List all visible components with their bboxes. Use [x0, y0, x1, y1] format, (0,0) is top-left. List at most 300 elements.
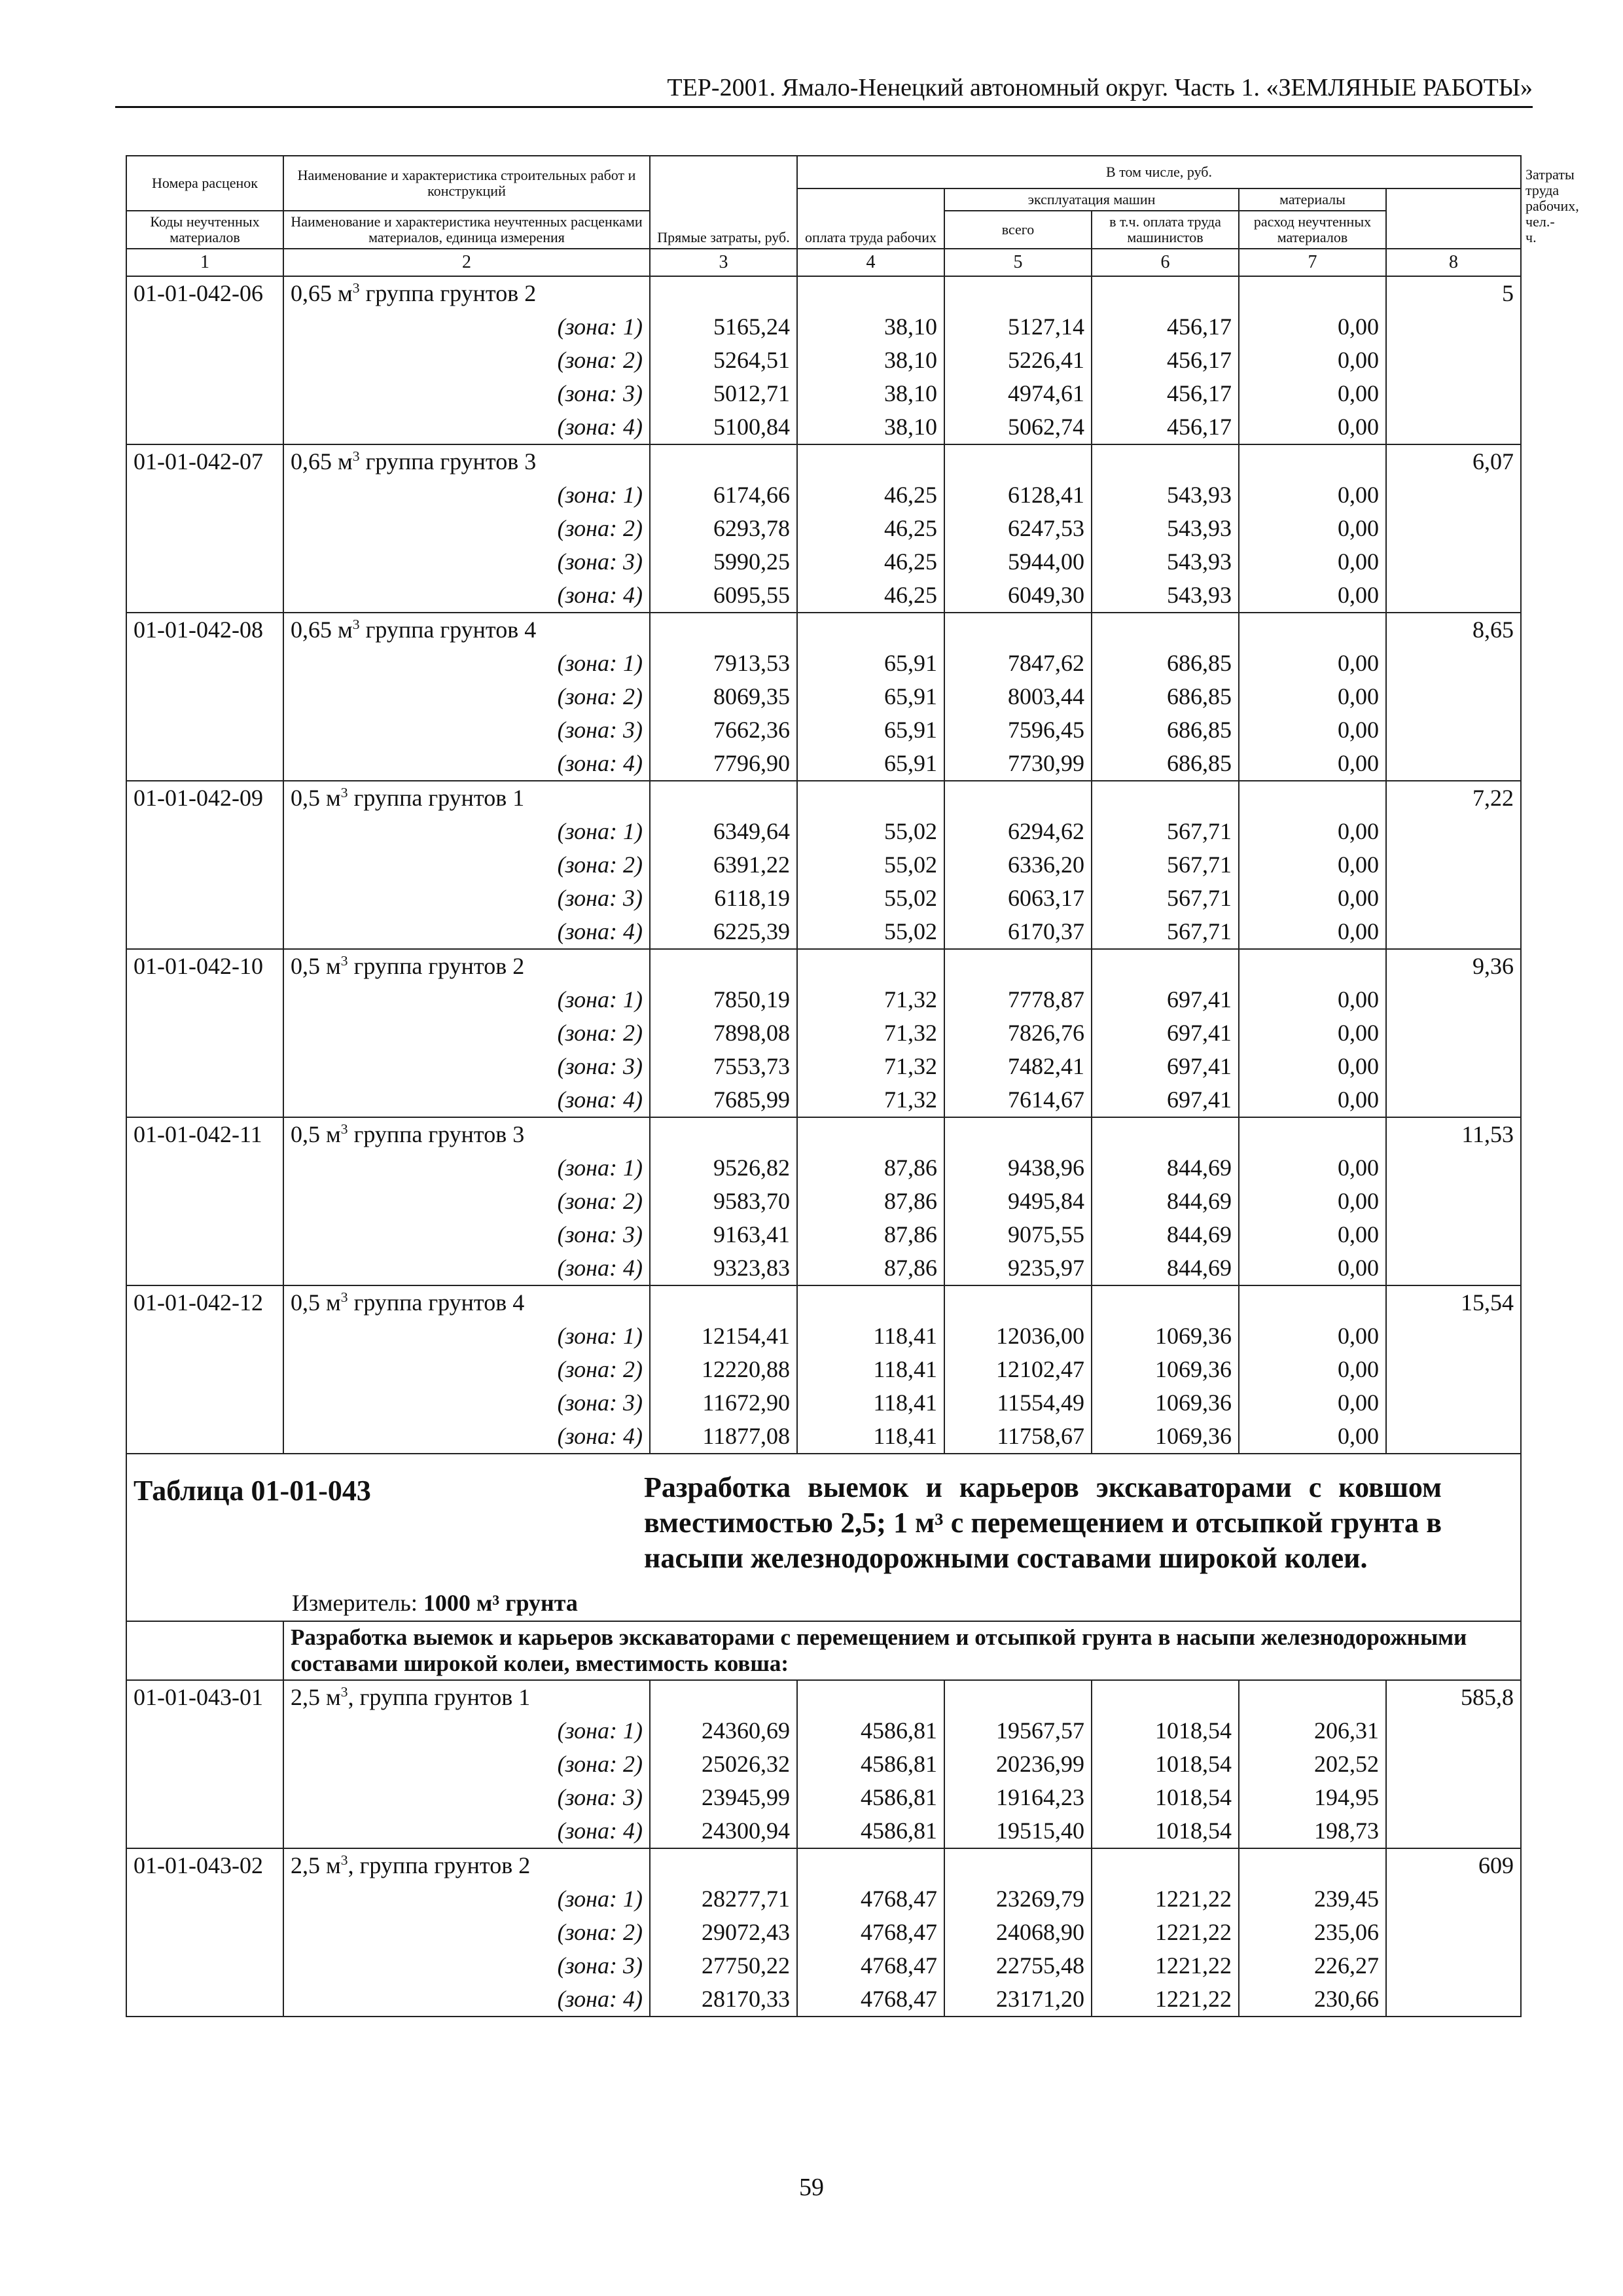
zone-label: (зона: 1)	[283, 815, 650, 848]
col-naimen: Наименование и характеристика строительных работ и конструкций	[283, 156, 650, 211]
direct-cost: 6349,64	[650, 815, 797, 848]
machinist-pay: 697,41	[1092, 983, 1239, 1016]
zone-label: (зона: 3)	[283, 1386, 650, 1420]
direct-cost: 6118,19	[650, 882, 797, 915]
zone-label: (зона: 1)	[283, 1882, 650, 1916]
rate-code: 01-01-043-02	[126, 1848, 283, 1882]
worker-pay: 65,91	[797, 647, 944, 680]
machinist-pay: 844,69	[1092, 1251, 1239, 1285]
worker-pay: 87,86	[797, 1218, 944, 1251]
header-text: ТЕР-2001. Ямало-Ненецкий автономный округ. Часть 1. «ЗЕМЛЯНЫЕ РАБОТЫ»	[667, 74, 1533, 101]
direct-cost: 25026,32	[650, 1748, 797, 1781]
rate-code: 01-01-042-07	[126, 444, 283, 478]
machinist-pay: 456,17	[1092, 310, 1239, 344]
machines-total: 23171,20	[944, 1982, 1092, 2017]
col-naimen2: Наименование и характеристика неучтенных расценками материалов, единица измерения	[283, 211, 650, 249]
zone-row	[126, 1814, 1521, 1848]
zone-label: (зона: 2)	[283, 344, 650, 377]
rate-code: 01-01-042-08	[126, 613, 283, 647]
machines-total: 23269,79	[944, 1882, 1092, 1916]
worker-pay: 4586,81	[797, 1781, 944, 1814]
machines-total: 6063,17	[944, 882, 1092, 915]
zone-label: (зона: 3)	[283, 1050, 650, 1083]
zone-label: (зона: 1)	[283, 1151, 650, 1185]
zone-row	[126, 1319, 1521, 1353]
machines-total: 7614,67	[944, 1083, 1092, 1117]
worker-pay: 118,41	[797, 1386, 944, 1420]
machines-total: 7482,41	[944, 1050, 1092, 1083]
worker-pay: 46,25	[797, 478, 944, 512]
direct-cost: 5990,25	[650, 545, 797, 579]
table-body-042	[126, 276, 1521, 1454]
direct-cost: 7913,53	[650, 647, 797, 680]
rate-code: 01-01-042-11	[126, 1117, 283, 1151]
machinist-pay: 1221,22	[1092, 1882, 1239, 1916]
materials: 0,00	[1239, 1319, 1386, 1353]
machinist-pay: 456,17	[1092, 377, 1239, 410]
zone-row	[126, 1420, 1521, 1454]
zone-row	[126, 1982, 1521, 2017]
zone-label: (зона: 2)	[283, 1185, 650, 1218]
direct-cost: 6391,22	[650, 848, 797, 882]
machinist-pay: 567,71	[1092, 882, 1239, 915]
rate-header-row	[126, 1285, 1521, 1319]
machinist-pay: 1018,54	[1092, 1814, 1239, 1848]
direct-cost: 8069,35	[650, 680, 797, 713]
machinist-pay: 844,69	[1092, 1185, 1239, 1218]
zone-row	[126, 1185, 1521, 1218]
zone-label: (зона: 4)	[283, 579, 650, 613]
direct-cost: 7553,73	[650, 1050, 797, 1083]
worker-pay: 71,32	[797, 1016, 944, 1050]
worker-pay: 55,02	[797, 915, 944, 949]
machinist-pay: 567,71	[1092, 815, 1239, 848]
zone-label: (зона: 3)	[283, 713, 650, 747]
rate-description: 0,5 $м^3$ группа грунтов 1	[283, 781, 650, 815]
worker-pay: 4768,47	[797, 1949, 944, 1982]
machines-total: 9235,97	[944, 1251, 1092, 1285]
rate-header-row	[126, 613, 1521, 647]
direct-cost: 9526,82	[650, 1151, 797, 1185]
zone-row	[126, 1949, 1521, 1982]
zone-row	[126, 983, 1521, 1016]
machinist-pay: 844,69	[1092, 1218, 1239, 1251]
machines-total: 5127,14	[944, 310, 1092, 344]
rate-description: 2,5 $м^3$, группа грунтов 1	[283, 1680, 650, 1714]
worker-pay: 38,10	[797, 344, 944, 377]
machines-total: 11758,67	[944, 1420, 1092, 1454]
worker-pay: 4586,81	[797, 1748, 944, 1781]
zone-row	[126, 1016, 1521, 1050]
table-number: Таблица 01-01-043	[134, 1475, 371, 1507]
worker-pay: 65,91	[797, 680, 944, 713]
zone-label: (зона: 2)	[283, 512, 650, 545]
zone-row	[126, 1218, 1521, 1251]
rate-header-row	[126, 444, 1521, 478]
machinist-pay: 686,85	[1092, 713, 1239, 747]
zone-row	[126, 1781, 1521, 1814]
zone-label: (зона: 4)	[283, 1982, 650, 2017]
direct-cost: 24360,69	[650, 1714, 797, 1748]
materials: 0,00	[1239, 848, 1386, 882]
worker-pay: 4768,47	[797, 1916, 944, 1949]
rate-description: 0,65 $м^3$ группа грунтов 2	[283, 276, 650, 310]
zone-row	[126, 1151, 1521, 1185]
zone-row	[126, 1050, 1521, 1083]
zone-label: (зона: 4)	[283, 1251, 650, 1285]
worker-pay: 118,41	[797, 1353, 944, 1386]
machinist-pay: 567,71	[1092, 848, 1239, 882]
col-oplata: оплата труда рабочих	[797, 188, 944, 249]
table-body-043	[126, 1680, 1521, 2017]
col-rashod: расход неучтенных материалов	[1239, 211, 1386, 249]
machines-total: 9438,96	[944, 1151, 1092, 1185]
worker-pay: 65,91	[797, 713, 944, 747]
worker-pay: 87,86	[797, 1251, 944, 1285]
zone-row	[126, 1916, 1521, 1949]
direct-cost: 6293,78	[650, 512, 797, 545]
materials: 0,00	[1239, 310, 1386, 344]
col-mater: материалы	[1239, 188, 1386, 211]
worker-pay: 55,02	[797, 882, 944, 915]
zone-row	[126, 815, 1521, 848]
col-vtch: в т.ч. оплата труда машинистов	[1092, 211, 1239, 249]
direct-cost: 9323,83	[650, 1251, 797, 1285]
zone-row	[126, 545, 1521, 579]
zone-label: (зона: 3)	[283, 377, 650, 410]
rates-table	[126, 155, 1579, 2017]
materials: 0,00	[1239, 377, 1386, 410]
machinist-pay: 543,93	[1092, 512, 1239, 545]
zone-row	[126, 1083, 1521, 1117]
materials: 0,00	[1239, 1218, 1386, 1251]
col-vtom: В том числе, руб.	[797, 156, 1521, 188]
worker-pay: 55,02	[797, 848, 944, 882]
worker-pay: 46,25	[797, 545, 944, 579]
rate-description: 0,5 $м^3$ группа грунтов 2	[283, 949, 650, 983]
worker-pay: 87,86	[797, 1151, 944, 1185]
machines-total: 19164,23	[944, 1781, 1092, 1814]
direct-cost: 28170,33	[650, 1982, 797, 2017]
zone-label: (зона: 1)	[283, 310, 650, 344]
machinist-pay: 1221,22	[1092, 1982, 1239, 2017]
zone-row	[126, 713, 1521, 747]
machinist-pay: 686,85	[1092, 647, 1239, 680]
col-nomera: Номера расценок	[126, 156, 283, 211]
materials: 0,00	[1239, 512, 1386, 545]
worker-pay: 55,02	[797, 815, 944, 848]
rate-code: 01-01-043-01	[126, 1680, 283, 1714]
machinist-pay: 1018,54	[1092, 1714, 1239, 1748]
table-043-heading	[126, 1454, 1521, 1680]
machinist-pay: 1221,22	[1092, 1916, 1239, 1949]
machines-total: 4974,61	[944, 377, 1092, 410]
machinist-pay: 697,41	[1092, 1050, 1239, 1083]
zone-label: (зона: 1)	[283, 478, 650, 512]
labor-cost: 15,54	[1386, 1285, 1521, 1319]
unit-line	[127, 1588, 1520, 1618]
worker-pay: 87,86	[797, 1185, 944, 1218]
zone-label: (зона: 2)	[283, 680, 650, 713]
machines-total: 22755,48	[944, 1949, 1092, 1982]
materials: 202,52	[1239, 1748, 1386, 1781]
zone-label: (зона: 4)	[283, 410, 650, 444]
direct-cost: 5012,71	[650, 377, 797, 410]
labor-cost: 7,22	[1386, 781, 1521, 815]
materials: 0,00	[1239, 1420, 1386, 1454]
worker-pay: 71,32	[797, 1083, 944, 1117]
machinist-pay: 697,41	[1092, 1016, 1239, 1050]
zone-row	[126, 680, 1521, 713]
column-numbers: 1 2 3 4 5 6 7 8	[126, 249, 1521, 276]
zone-row	[126, 915, 1521, 949]
worker-pay: 4768,47	[797, 1882, 944, 1916]
worker-pay: 65,91	[797, 747, 944, 781]
worker-pay: 71,32	[797, 983, 944, 1016]
direct-cost: 7898,08	[650, 1016, 797, 1050]
materials: 0,00	[1239, 983, 1386, 1016]
machines-total: 12036,00	[944, 1319, 1092, 1353]
rate-header-row	[126, 1848, 1521, 1882]
materials: 230,66	[1239, 1982, 1386, 2017]
materials: 0,00	[1239, 1016, 1386, 1050]
direct-cost: 6225,39	[650, 915, 797, 949]
materials: 0,00	[1239, 915, 1386, 949]
zone-label: (зона: 2)	[283, 1016, 650, 1050]
zone-label: (зона: 4)	[283, 1083, 650, 1117]
machines-total: 9495,84	[944, 1185, 1092, 1218]
direct-cost: 12154,41	[650, 1319, 797, 1353]
direct-cost: 7796,90	[650, 747, 797, 781]
machinist-pay: 1069,36	[1092, 1420, 1239, 1454]
zone-label: (зона: 1)	[283, 1319, 650, 1353]
zone-row	[126, 478, 1521, 512]
machines-total: 7778,87	[944, 983, 1092, 1016]
worker-pay: 38,10	[797, 377, 944, 410]
worker-pay: 38,10	[797, 410, 944, 444]
worker-pay: 4586,81	[797, 1814, 944, 1848]
zone-row	[126, 848, 1521, 882]
direct-cost: 5100,84	[650, 410, 797, 444]
zone-label: (зона: 1)	[283, 1714, 650, 1748]
machinist-pay: 686,85	[1092, 747, 1239, 781]
machines-total: 7826,76	[944, 1016, 1092, 1050]
zone-label: (зона: 3)	[283, 882, 650, 915]
zone-row	[126, 1714, 1521, 1748]
direct-cost: 11877,08	[650, 1420, 797, 1454]
rate-header-row	[126, 276, 1521, 310]
zone-label: (зона: 2)	[283, 1748, 650, 1781]
zone-label: (зона: 3)	[283, 1218, 650, 1251]
materials: 0,00	[1239, 1353, 1386, 1386]
page-number: 59	[799, 2174, 824, 2201]
zone-label: (зона: 3)	[283, 545, 650, 579]
zone-label: (зона: 3)	[283, 1949, 650, 1982]
direct-cost: 5165,24	[650, 310, 797, 344]
machines-total: 9075,55	[944, 1218, 1092, 1251]
direct-cost: 5264,51	[650, 344, 797, 377]
zone-row	[126, 579, 1521, 613]
labor-cost: 5	[1386, 276, 1521, 310]
machinist-pay: 456,17	[1092, 410, 1239, 444]
zone-row	[126, 1748, 1521, 1781]
machines-total: 7847,62	[944, 647, 1092, 680]
labor-cost: 9,36	[1386, 949, 1521, 983]
labor-cost: 6,07	[1386, 444, 1521, 478]
machinist-pay: 1069,36	[1092, 1353, 1239, 1386]
zone-row	[126, 512, 1521, 545]
machinist-pay: 543,93	[1092, 579, 1239, 613]
materials: 0,00	[1239, 545, 1386, 579]
machinist-pay: 1069,36	[1092, 1386, 1239, 1420]
machines-total: 6294,62	[944, 815, 1092, 848]
machinist-pay: 456,17	[1092, 344, 1239, 377]
materials: 0,00	[1239, 1151, 1386, 1185]
materials: 239,45	[1239, 1882, 1386, 1916]
materials: 235,06	[1239, 1916, 1386, 1949]
direct-cost: 7685,99	[650, 1083, 797, 1117]
machines-total: 12102,47	[944, 1353, 1092, 1386]
zone-row	[126, 344, 1521, 377]
direct-cost: 12220,88	[650, 1353, 797, 1386]
machines-total: 6049,30	[944, 579, 1092, 613]
zone-row	[126, 1882, 1521, 1916]
direct-cost: 28277,71	[650, 1882, 797, 1916]
col-kody: Коды неучтенных материалов	[126, 211, 283, 249]
machinist-pay: 1069,36	[1092, 1319, 1239, 1353]
col-pryamye: Прямые затраты, руб.	[650, 156, 797, 249]
zone-label: (зона: 3)	[283, 1781, 650, 1814]
materials: 206,31	[1239, 1714, 1386, 1748]
machinist-pay: 1018,54	[1092, 1748, 1239, 1781]
machinist-pay: 697,41	[1092, 1083, 1239, 1117]
machinist-pay: 1221,22	[1092, 1949, 1239, 1982]
direct-cost: 7662,36	[650, 713, 797, 747]
worker-pay: 46,25	[797, 512, 944, 545]
machines-total: 7730,99	[944, 747, 1092, 781]
direct-cost: 24300,94	[650, 1814, 797, 1848]
rate-header-row	[126, 1680, 1521, 1714]
materials: 0,00	[1239, 647, 1386, 680]
rate-description: 2,5 $м^3$, группа грунтов 2	[283, 1848, 650, 1882]
materials: 0,00	[1239, 410, 1386, 444]
materials: 0,00	[1239, 680, 1386, 713]
rate-description: 0,5 $м^3$ группа грунтов 3	[283, 1117, 650, 1151]
zone-row	[126, 1251, 1521, 1285]
machines-total: 6247,53	[944, 512, 1092, 545]
zone-row	[126, 410, 1521, 444]
rate-code: 01-01-042-06	[126, 276, 283, 310]
rate-code: 01-01-042-12	[126, 1285, 283, 1319]
direct-cost: 23945,99	[650, 1781, 797, 1814]
direct-cost: 6095,55	[650, 579, 797, 613]
unit-value: 1000 м³ грунта	[423, 1590, 578, 1616]
materials: 0,00	[1239, 344, 1386, 377]
zone-label: (зона: 1)	[283, 647, 650, 680]
machines-total: 6336,20	[944, 848, 1092, 882]
table-title: Разработка выемок и карьеров экскаваторами с ковшом вместимостью 2,5; 1 м³ с перемещением и отсыпкой грунта в насыпи железнодорожными составами широкой колеи.	[644, 1471, 1442, 1574]
direct-cost: 7850,19	[650, 983, 797, 1016]
machines-total: 24068,90	[944, 1916, 1092, 1949]
worker-pay: 4768,47	[797, 1982, 944, 2017]
machinist-pay: 844,69	[1092, 1151, 1239, 1185]
materials: 0,00	[1239, 747, 1386, 781]
machines-total: 8003,44	[944, 680, 1092, 713]
machinist-pay: 543,93	[1092, 478, 1239, 512]
materials: 0,00	[1239, 478, 1386, 512]
machines-total: 5944,00	[944, 545, 1092, 579]
machinist-pay: 543,93	[1092, 545, 1239, 579]
labor-cost: 11,53	[1386, 1117, 1521, 1151]
rate-header-row	[126, 1117, 1521, 1151]
page-header	[115, 71, 1533, 108]
materials: 194,95	[1239, 1781, 1386, 1814]
materials: 0,00	[1239, 815, 1386, 848]
materials: 0,00	[1239, 579, 1386, 613]
direct-cost: 29072,43	[650, 1916, 797, 1949]
table-header: Номера расценок Наименование и характеристика строительных работ и конструкций Прямые затраты, руб. В том числе, руб. Затраты труда рабочих, чел.-ч. оплата труда рабочих эксплуатация машин материалы всего в т.ч. оплата труда машинистов расход неучтенных материалов Коды неучтенных материалов Наименование и характеристика неучтенных расценками материалов, единица измерения 1 2 3 4 5 6 7 8	[126, 156, 1521, 276]
machines-total: 7596,45	[944, 713, 1092, 747]
machines-total: 19567,57	[944, 1714, 1092, 1748]
machinist-pay: 1018,54	[1092, 1781, 1239, 1814]
materials: 0,00	[1239, 1185, 1386, 1218]
worker-pay: 71,32	[797, 1050, 944, 1083]
zone-label: (зона: 2)	[283, 848, 650, 882]
rate-header-row	[126, 781, 1521, 815]
zone-label: (зона: 4)	[283, 1420, 650, 1454]
rate-description: 0,65 $м^3$ группа грунтов 3	[283, 444, 650, 478]
materials: 0,00	[1239, 1050, 1386, 1083]
zone-row	[126, 747, 1521, 781]
rate-header-row	[126, 949, 1521, 983]
materials: 0,00	[1239, 1083, 1386, 1117]
zone-row	[126, 882, 1521, 915]
zone-row	[126, 1386, 1521, 1420]
table-description: Разработка выемок и карьеров экскаваторами с перемещением и отсыпкой грунта в насыпи железнодорожными составами широкой колеи, вместимость ковша:	[283, 1621, 1521, 1680]
zone-row	[126, 647, 1521, 680]
worker-pay: 46,25	[797, 579, 944, 613]
zone-label: (зона: 4)	[283, 1814, 650, 1848]
zone-label: (зона: 4)	[283, 915, 650, 949]
zone-row	[126, 377, 1521, 410]
machinist-pay: 567,71	[1092, 915, 1239, 949]
rate-description: 0,65 $м^3$ группа грунтов 4	[283, 613, 650, 647]
machinist-pay: 686,85	[1092, 680, 1239, 713]
labor-cost: 8,65	[1386, 613, 1521, 647]
materials: 0,00	[1239, 882, 1386, 915]
worker-pay: 118,41	[797, 1420, 944, 1454]
zone-row	[126, 310, 1521, 344]
materials: 226,27	[1239, 1949, 1386, 1982]
zone-label: (зона: 2)	[283, 1353, 650, 1386]
direct-cost: 9163,41	[650, 1218, 797, 1251]
machines-total: 6170,37	[944, 915, 1092, 949]
machines-total: 5062,74	[944, 410, 1092, 444]
materials: 0,00	[1239, 1251, 1386, 1285]
materials: 0,00	[1239, 713, 1386, 747]
direct-cost: 11672,90	[650, 1386, 797, 1420]
worker-pay: 4586,81	[797, 1714, 944, 1748]
direct-cost: 27750,22	[650, 1949, 797, 1982]
zone-row	[126, 1353, 1521, 1386]
rate-code: 01-01-042-09	[126, 781, 283, 815]
machines-total: 5226,41	[944, 344, 1092, 377]
machines-total: 19515,40	[944, 1814, 1092, 1848]
col-vsego: всего	[944, 211, 1092, 249]
machines-total: 11554,49	[944, 1386, 1092, 1420]
rate-code: 01-01-042-10	[126, 949, 283, 983]
materials: 198,73	[1239, 1814, 1386, 1848]
